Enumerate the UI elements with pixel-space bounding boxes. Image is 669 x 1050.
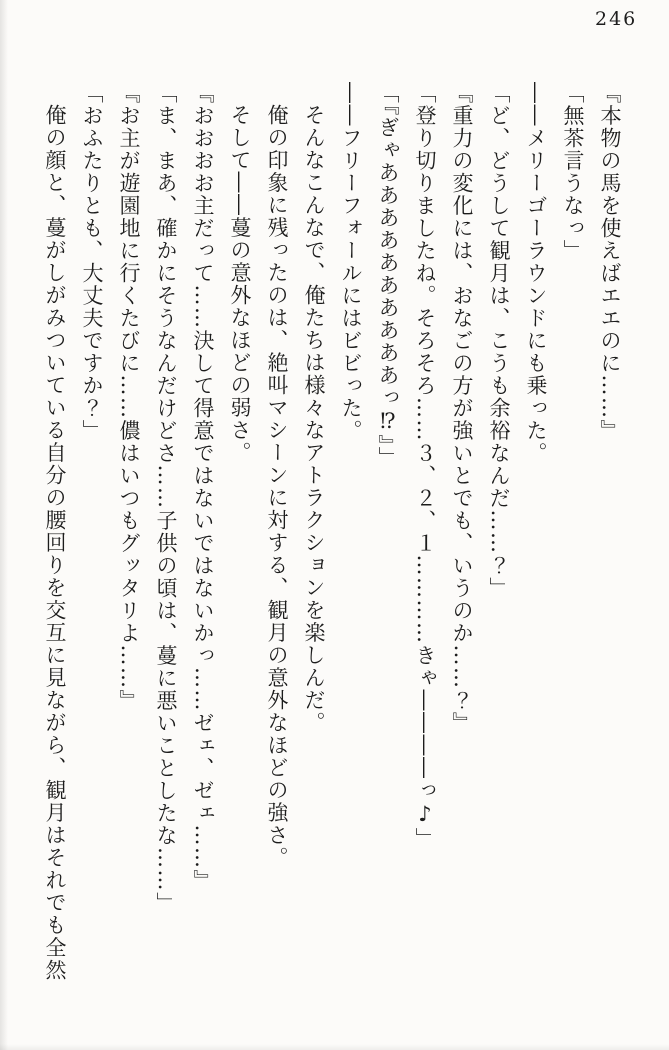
text-line: 「登り切りましたね。そろそろ……３、２、１…………きゃ――――っ♪」: [413, 82, 437, 850]
text-line: 「無茶言うなっ」: [561, 82, 585, 262]
text-line: 『重力の変化には、おなごの方が強いとでも、いうのか……？』: [450, 82, 474, 735]
page-number: 246: [595, 8, 638, 30]
text-line: 俺の顔と、蔓がしがみついている自分の腰回りを交互に見ながら、観月はそれでも全然: [43, 104, 67, 982]
text-line: 「おふたりとも、大丈夫ですか？」: [80, 82, 104, 442]
text-line: 「ま、まあ、確かにそうなんだけどさ……子供の頃は、蔓に悪いことしたな……」: [154, 82, 178, 915]
text-line: そして――蔓の意外なほどの弱さ。: [228, 104, 252, 464]
text-line: 『本物の馬を使えばエエのに……』: [598, 82, 622, 442]
text-line: 「ど、どうして観月は、こうも余裕なんだ……？」: [487, 82, 511, 600]
text-line: 俺の印象に残ったのは、絶叫マシーンに対する、観月の意外なほどの強さ。: [265, 104, 289, 869]
text-line: 『おおおお主だって……決して得意ではないではないかっ……ゼェ、ゼェ……』: [191, 82, 215, 892]
text-line: 『お主が遊園地に行くたびに……儂はいつもグッタリよ……』: [117, 82, 141, 712]
text-line: そんなこんなで、俺たちは様々なアトラクションを楽しんだ。: [302, 104, 326, 734]
text-line: 「『ぎゃああああああああああっ⁉』」: [376, 82, 400, 469]
text-line: ――メリーゴーラウンドにも乗った。: [524, 82, 548, 465]
vertical-text-block: [36, 82, 628, 1007]
text-line: ――フリーフォールにはビビった。: [339, 82, 363, 442]
page-edge-shading-left: [0, 0, 8, 1050]
page-edge-shading-bottom: [0, 1044, 669, 1050]
